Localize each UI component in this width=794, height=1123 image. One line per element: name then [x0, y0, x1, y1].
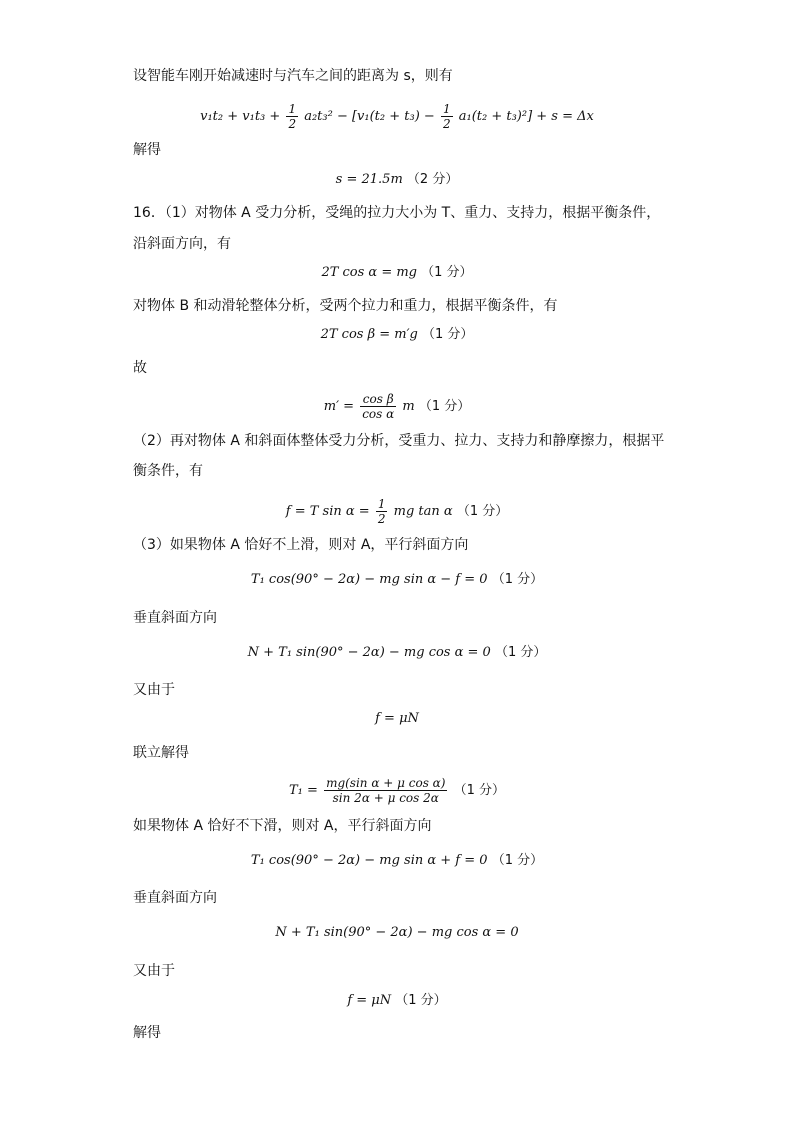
- score-mark: （1 分）: [494, 645, 547, 660]
- equation-part: T₁ cos(90° − 2α) − mg sin α + f = 0: [250, 853, 488, 868]
- text-line: 对物体 B 和动滑轮整体分析，受两个拉力和重力，根据平衡条件，有: [133, 298, 558, 314]
- fraction-denominator: 2: [377, 512, 386, 526]
- fraction-numerator: 1: [442, 102, 451, 116]
- equation: [0, 325, 794, 345]
- fraction: [376, 497, 388, 526]
- score-mark: （1 分）: [421, 265, 473, 280]
- equation-part: f = μN: [347, 993, 392, 1008]
- fraction-numerator: cos β: [360, 392, 396, 407]
- equation-part: T₁ =: [289, 783, 318, 798]
- equation: [0, 991, 794, 1011]
- equation-part: v₁t₂ + v₁t₃ +: [200, 109, 281, 124]
- text-line: 16．（1）对物体 A 受力分析，受绳的拉力大小为 T、重力、支持力，根据平衡条件，: [133, 205, 661, 221]
- fraction: [324, 776, 447, 805]
- text-line: 故: [133, 360, 147, 376]
- fraction-denominator: cos α: [362, 407, 395, 421]
- text-line: 又由于: [133, 682, 175, 698]
- equation-part: f = μN: [375, 711, 419, 726]
- score-mark: （1 分）: [456, 504, 509, 519]
- equation: [0, 570, 794, 590]
- score-mark: （2 分）: [406, 172, 459, 187]
- equation-tension: [0, 776, 794, 805]
- equation-part: T₁ cos(90° − 2α) − mg sin α − f = 0: [250, 572, 488, 587]
- equation: [0, 709, 794, 729]
- text-line: 设智能车刚开始减速时与汽车之间的距离为 s，则有: [133, 68, 453, 84]
- equation-part: s = 21.5m: [335, 172, 403, 187]
- fraction: [286, 102, 298, 131]
- equation-part: 2T cos β = m′g: [320, 327, 418, 342]
- equation-result-s: [0, 170, 794, 190]
- equation-part: N + T₁ sin(90° − 2α) − mg cos α = 0: [275, 925, 519, 940]
- equation-part: a₁(t₂ + t₃)²] + s = Δx: [458, 109, 594, 124]
- text-line: 垂直斜面方向: [133, 610, 217, 626]
- equation-mass-ratio: [0, 392, 794, 421]
- fraction-denominator: sin 2α + μ cos 2α: [332, 791, 439, 805]
- fraction-numerator: mg(sin α + μ cos α): [326, 776, 446, 790]
- fraction-denominator: 2: [288, 117, 297, 131]
- equation-part: m′ =: [323, 399, 355, 414]
- fraction: [360, 392, 396, 421]
- equation-distance: [0, 102, 794, 131]
- text-line: （3）如果物体 A 恰好不上滑，则对 A，平行斜面方向: [133, 537, 469, 553]
- fraction-denominator: 2: [442, 117, 451, 131]
- text-line: 解得: [133, 142, 161, 158]
- equation-friction: [0, 497, 794, 526]
- text-line: 沿斜面方向，有: [133, 236, 231, 252]
- score-mark: （1 分）: [491, 853, 544, 868]
- equation-part: f = T sin α =: [285, 504, 370, 519]
- score-mark: （1 分）: [418, 399, 471, 414]
- text-line: 如果物体 A 恰好不下滑，则对 A，平行斜面方向: [133, 818, 432, 834]
- equation-part: 2T cos α = mg: [321, 265, 418, 280]
- equation: [0, 643, 794, 663]
- text-line: （2）再对物体 A 和斜面体整体受力分析，受重力、拉力、支持力和静摩擦力，根据平: [133, 433, 665, 449]
- text-line: 联立解得: [133, 745, 189, 761]
- equation: [0, 923, 794, 943]
- text-line: 又由于: [133, 963, 175, 979]
- score-mark: （1 分）: [453, 783, 505, 798]
- fraction-numerator: 1: [288, 102, 297, 116]
- text-line: 解得: [133, 1025, 161, 1041]
- score-mark: （1 分）: [395, 993, 447, 1008]
- equation-part: a₂t₃² − [v₁(t₂ + t₃) −: [304, 109, 435, 124]
- equation: [0, 851, 794, 871]
- equation-part: m: [402, 399, 415, 414]
- score-mark: （1 分）: [422, 327, 474, 342]
- fraction-numerator: 1: [377, 497, 386, 511]
- score-mark: （1 分）: [491, 572, 544, 587]
- text-line: 垂直斜面方向: [133, 890, 217, 906]
- text-line: 衡条件，有: [133, 463, 203, 479]
- equation-part: N + T₁ sin(90° − 2α) − mg cos α = 0: [247, 645, 491, 660]
- fraction: [441, 102, 453, 131]
- equation: [0, 263, 794, 283]
- equation-part: mg tan α: [393, 504, 453, 519]
